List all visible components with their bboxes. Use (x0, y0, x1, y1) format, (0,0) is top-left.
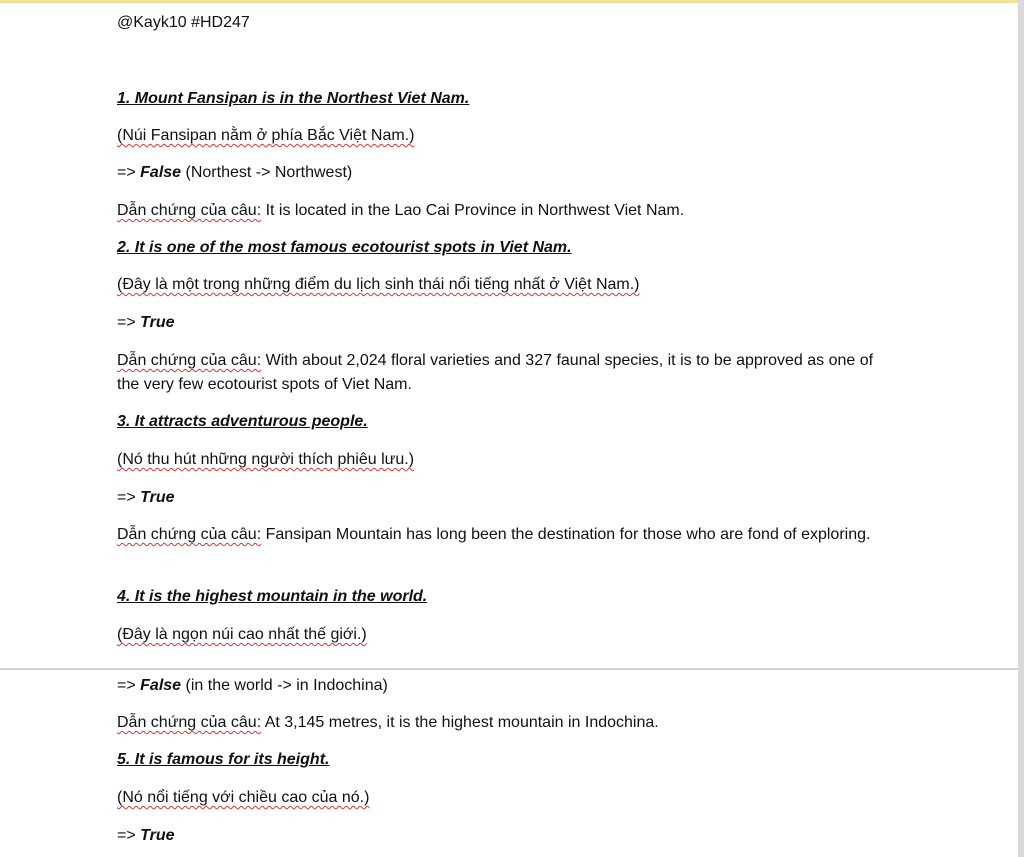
evidence-2 (117, 349, 897, 397)
answer-4 (117, 674, 388, 698)
evidence-label: Dẫn chứng của câu: (117, 714, 262, 731)
evidence-label: Dẫn chứng của câu: (117, 526, 262, 543)
translation-3: (Nó thu hút những người thích phiêu lưu.) (117, 451, 415, 468)
scrollbar-track[interactable] (1018, 0, 1024, 857)
translation-1: (Núi Fansipan nằm ở phía Bắc Việt Nam.) (117, 127, 415, 144)
evidence-text-3: Fansipan Mountain has long been the destination for those who are fond of exploring. (265, 526, 871, 543)
answer-2 (117, 311, 175, 335)
evidence-1 (117, 199, 684, 223)
verdict-3: True (140, 489, 175, 506)
answer-arrow: => (117, 677, 136, 694)
answer-3 (117, 486, 175, 510)
question-2: 2. It is one of the most famous ecotourist spots in Viet Nam. (117, 239, 572, 256)
evidence-text-4: At 3,145 metres, it is the highest mountain in Indochina. (264, 714, 659, 731)
question-3: 3. It attracts adventurous people. (117, 413, 368, 430)
top-border (0, 0, 1024, 3)
verdict-1: False (140, 164, 182, 181)
question-4: 4. It is the highest mountain in the world. (117, 588, 428, 605)
author-tag: @Kayk10 #HD247 (117, 14, 250, 31)
answer-arrow: => (117, 164, 136, 181)
evidence-label: Dẫn chứng của câu: (117, 352, 262, 369)
translation-2: (Đây là một trong những điểm du lịch sinh thái nổi tiếng nhất ở Việt Nam.) (117, 276, 640, 293)
evidence-text-2: With about 2,024 floral varieties and 327 faunal species, it is to be approved as one of the very few ecotourist spots of Viet Nam. (117, 352, 874, 393)
answer-arrow: => (117, 827, 136, 844)
verdict-5: True (140, 827, 175, 844)
question-1: 1. Mount Fansipan is in the Northest Viet Nam. (117, 90, 470, 107)
answer-arrow: => (117, 314, 136, 331)
verdict-2: True (140, 314, 175, 331)
evidence-label: Dẫn chứng của câu: (117, 202, 262, 219)
answer-1 (117, 161, 352, 185)
page-break (0, 668, 1018, 670)
evidence-text-1: It is located in the Lao Cai Province in Northwest Viet Nam. (265, 202, 685, 219)
question-5: 5. It is famous for its height. (117, 751, 330, 768)
evidence-3 (117, 523, 897, 547)
translation-5: (Nó nổi tiếng với chiều cao của nó.) (117, 789, 370, 806)
answer-arrow: => (117, 489, 136, 506)
answer-5 (117, 824, 175, 848)
correction-note-1: (Northest -> Northwest) (185, 164, 353, 181)
evidence-4 (117, 711, 659, 735)
translation-4: (Đây là ngọn núi cao nhất thế giới.) (117, 626, 367, 643)
correction-note-4: (in the world -> in Indochina) (185, 677, 388, 694)
verdict-4: False (140, 677, 182, 694)
